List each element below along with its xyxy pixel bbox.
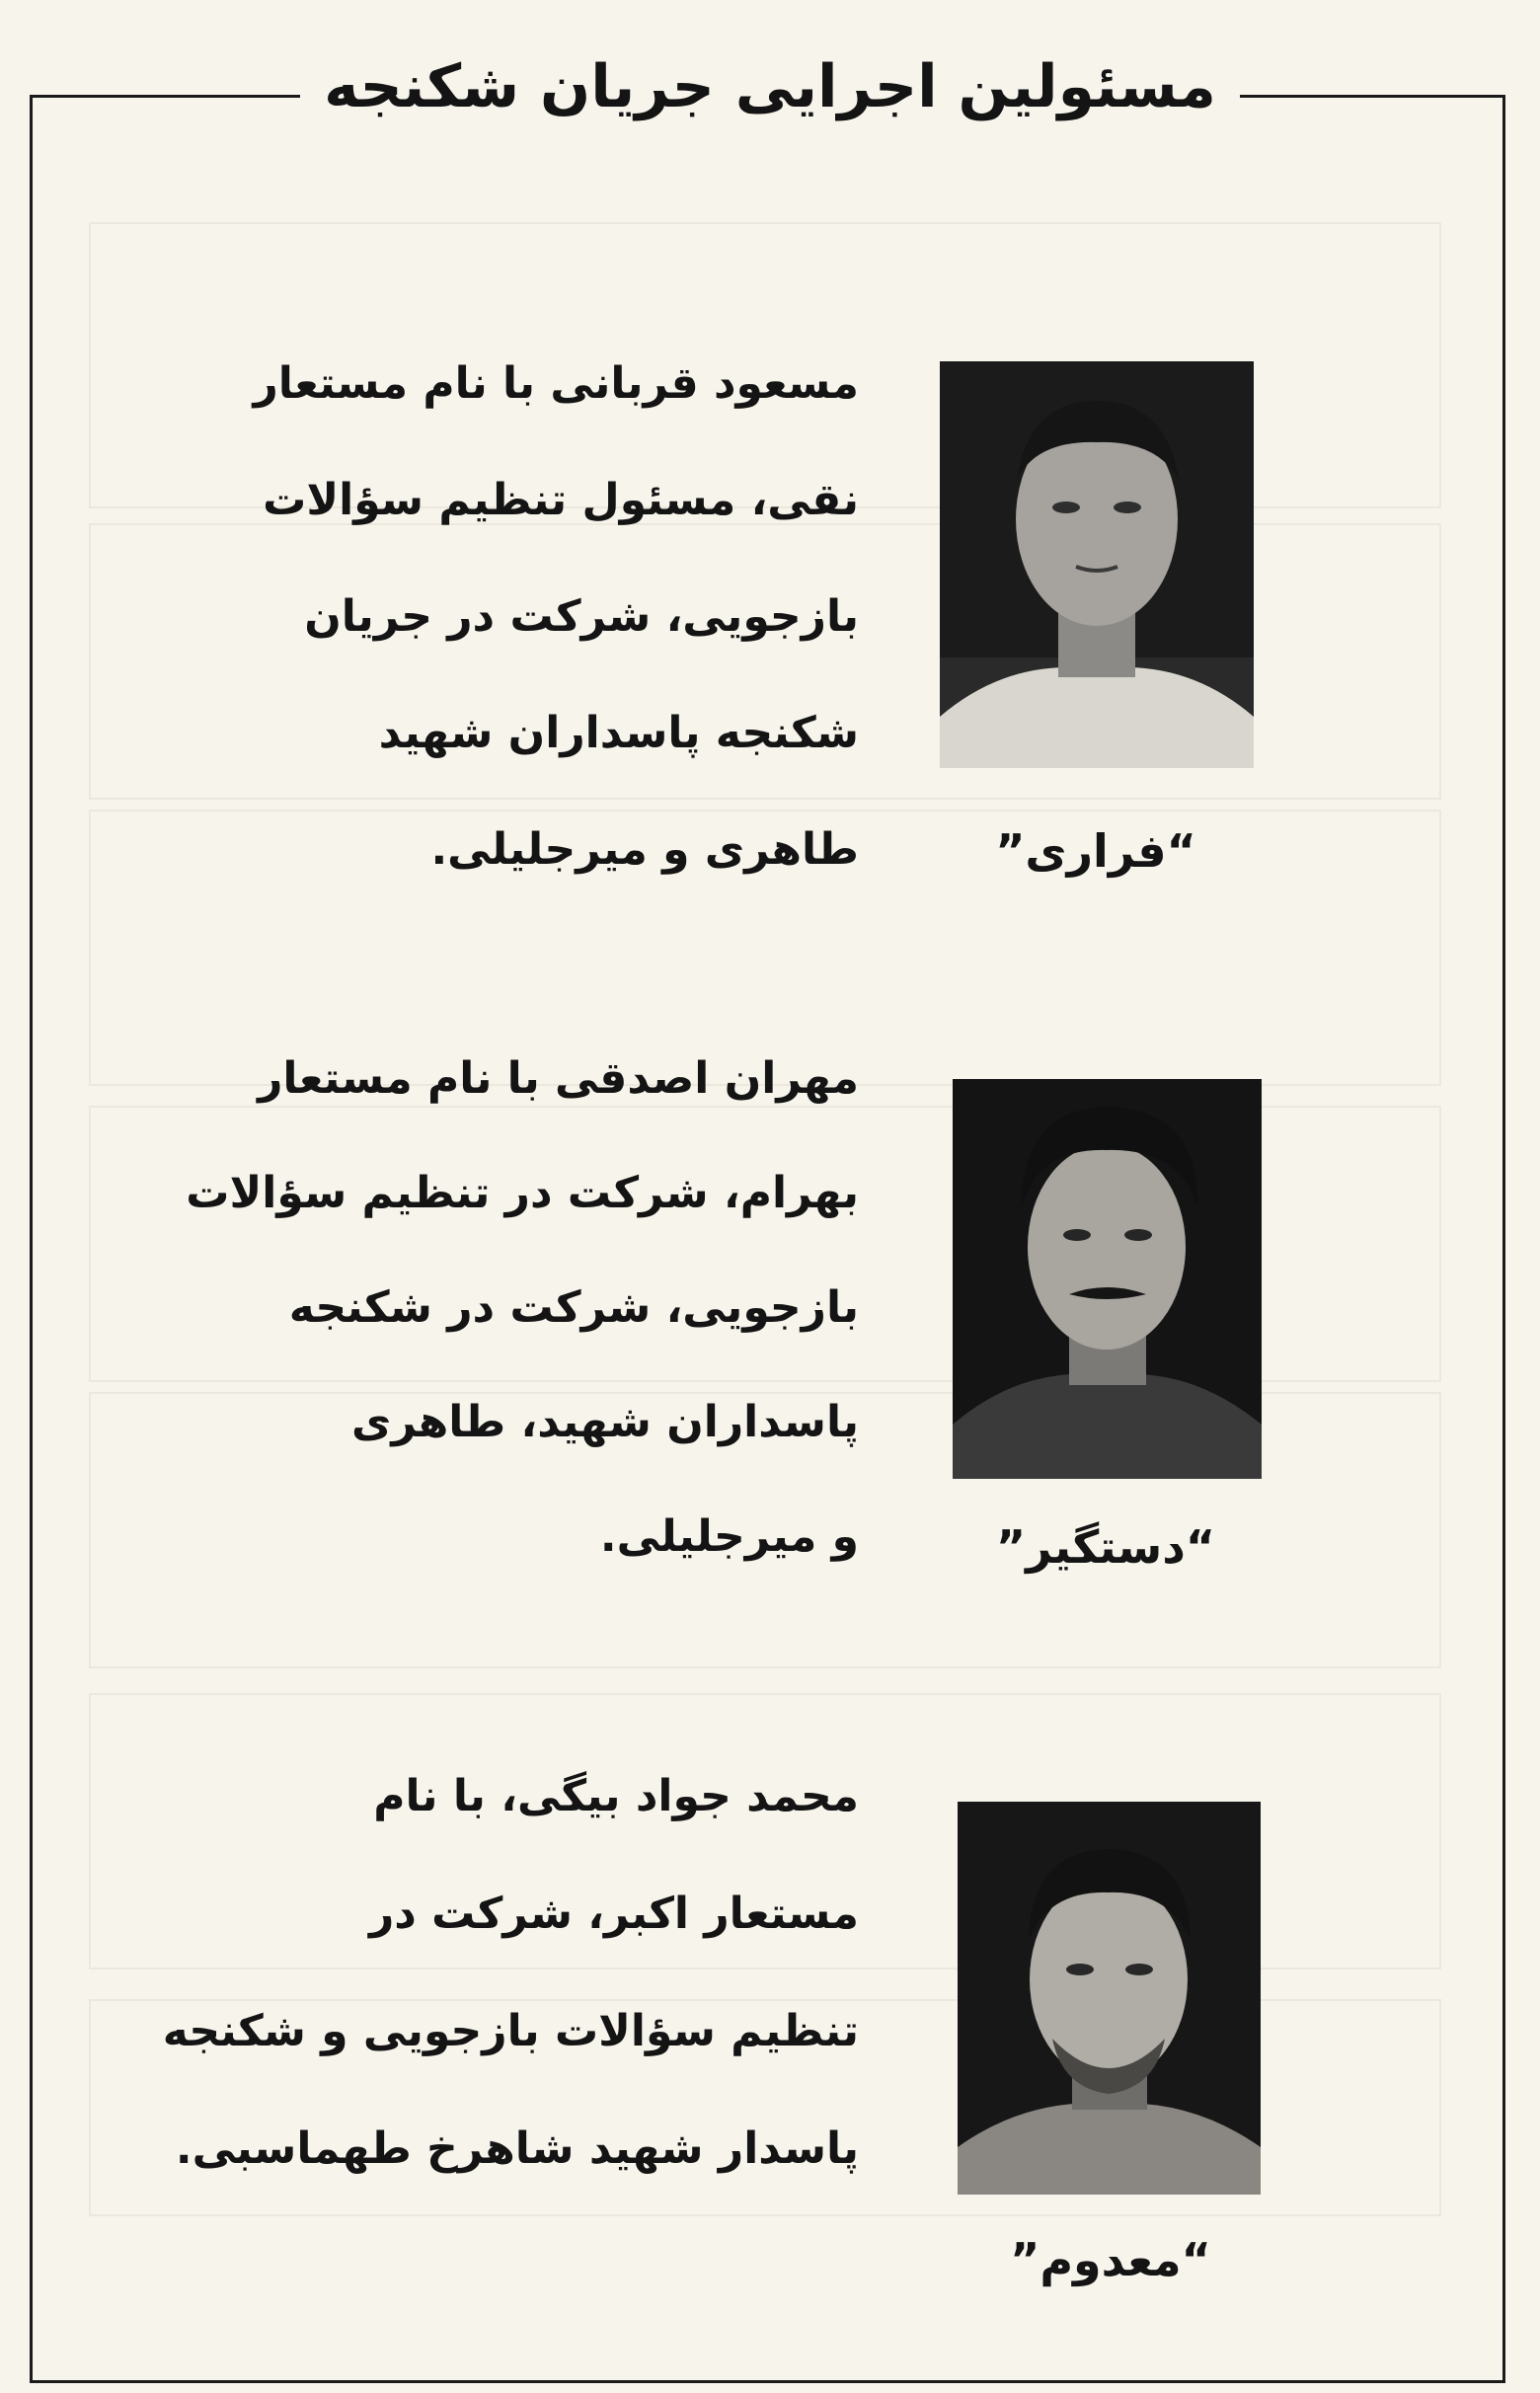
entry-1-line-4: شکنجه پاسداران شهید (378, 708, 859, 758)
entry-1-line-3: بازجویی، شرکت در جریان (304, 591, 859, 642)
entry-2-text (186, 1022, 859, 1594)
entry-3-line-1: محمد جواد بیگی، با نام (373, 1771, 859, 1821)
portrait-photo-icon (958, 1802, 1261, 2195)
entry-1-line-5: طاهری و میرجلیلی. (430, 824, 859, 875)
entry-1-status: “فراری” (995, 824, 1196, 878)
entry-2-line-1: مهران اصدقی با نام مستعار (258, 1053, 859, 1104)
entry-3-line-2: مستعار اکبر، شرکت در (368, 1889, 859, 1939)
portrait-photo-icon (958, 1802, 1261, 2195)
entry-3-text (162, 1737, 859, 2207)
portrait-photo-icon (953, 1079, 1262, 1479)
entry-2-line-5: و میرجلیلی. (599, 1511, 859, 1562)
portrait-photo-icon (940, 361, 1254, 768)
entry-3-line-3: تنظیم سؤالات بازجویی و شکنجه (162, 2006, 859, 2056)
entry-1-text (247, 326, 859, 908)
entry-2-status: “دستگیر” (995, 1520, 1216, 1574)
entry-1-line-1: مسعود قربانی با نام مستعار (253, 358, 859, 409)
entry-2-line-2: بهرام، شرکت در تنظیم سؤالات (186, 1168, 859, 1218)
portrait-photo-icon (953, 1079, 1262, 1479)
title-wrap (0, 39, 1540, 134)
entry-2-line-4: پاسداران شهید، طاهری (351, 1397, 859, 1447)
entry-3-status: “معدوم” (1010, 2233, 1211, 2286)
portrait-photo-icon (940, 361, 1254, 768)
page-title: مسئولین اجرایی جریان شکنجه (300, 39, 1240, 134)
entry-2-line-3: بازجویی، شرکت در شکنجه (288, 1282, 859, 1333)
entry-3-line-4: پاسدار شهید شاهرخ طهماسبی. (175, 2123, 859, 2174)
entry-1-line-2: نقی، مسئول تنظیم سؤالات (263, 475, 859, 525)
